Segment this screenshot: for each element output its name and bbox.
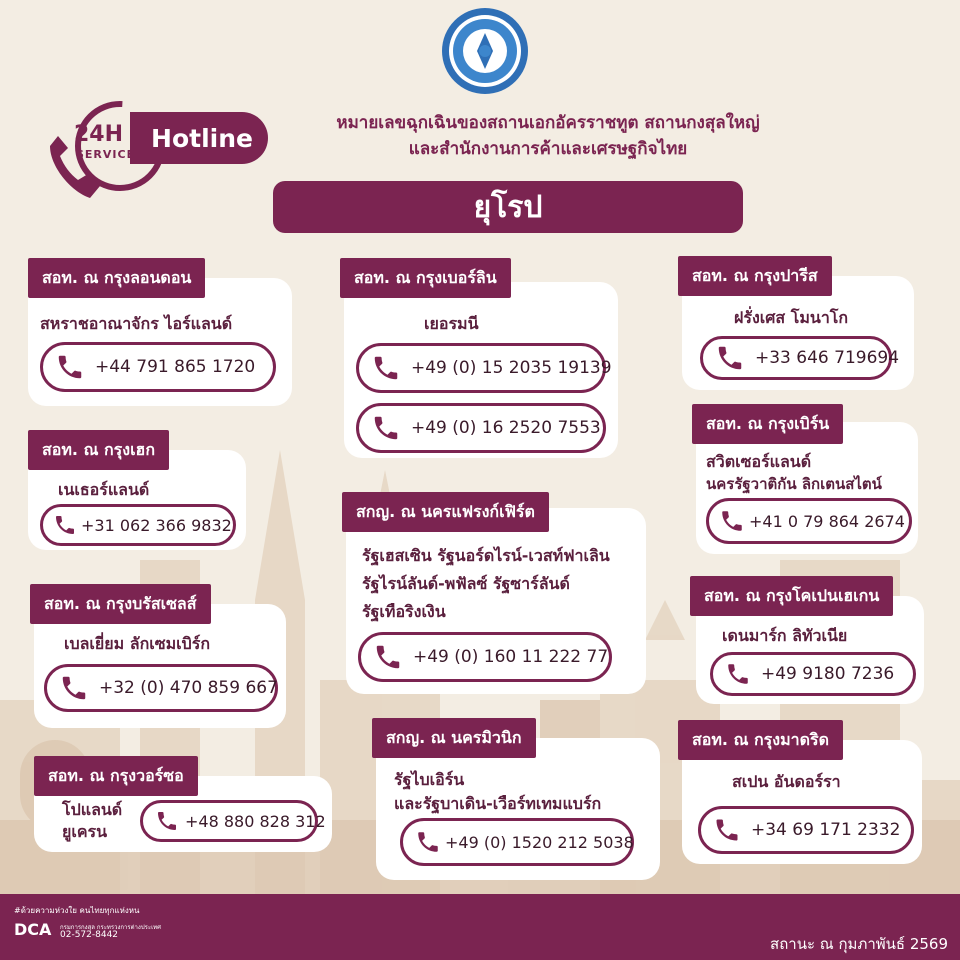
office-country-brussels: เบลเยี่ยม ลักเซมเบิร์ก — [64, 634, 211, 653]
office-tag-bern: สอท. ณ กรุงเบิร์น — [692, 404, 843, 444]
phone-button-paris[interactable] — [700, 336, 900, 380]
phone-number: +49 (0) 160 11 222 77 — [413, 647, 609, 667]
office-tag-madrid: สอท. ณ กรุงมาดริด — [678, 720, 843, 760]
phone-button-copenhagen[interactable] — [710, 652, 916, 696]
phone-icon — [371, 353, 401, 383]
office-country-warsaw-1: โปแลนด์ — [62, 800, 123, 819]
phone-number: +48 880 828 312 — [185, 811, 326, 831]
office-tag-paris: สอท. ณ กรุงปารีส — [678, 256, 832, 296]
office-country-bern-1: สวิตเซอร์แลนด์ — [706, 452, 812, 471]
phone-icon — [53, 513, 77, 537]
phone-icon — [715, 343, 745, 373]
phone-number: +49 9180 7236 — [761, 664, 895, 684]
page-title — [288, 110, 808, 162]
office-tag-brussels: สอท. ณ กรุงบรัสเซลส์ — [30, 584, 211, 624]
phone-button-hague[interactable] — [40, 504, 236, 546]
office-tag-copenhagen: สอท. ณ กรุงโคเปนเฮเกน — [690, 576, 893, 616]
headline-line1: หมายเลขฉุกเฉินของสถานเอกอัครราชทูต สถานกงสุลใหญ่ — [336, 113, 760, 133]
headline-line2: และสำนักงานการค้าและเศรษฐกิจไทย — [408, 139, 688, 159]
office-country-bern-2: นครรัฐวาติกัน ลิกเตนสไตน์ — [706, 475, 882, 493]
footer-tagline: #ด้วยความห่วงใย คนไทยทุกแห่งหน — [14, 906, 140, 915]
office-country-munich-1: รัฐไบเอิร์น — [394, 770, 465, 789]
phone-button-london[interactable] — [40, 342, 276, 392]
phone-icon — [725, 661, 751, 687]
phone-button-brussels[interactable] — [44, 664, 278, 712]
phone-icon — [415, 829, 441, 855]
phone-button-berlin-2[interactable] — [356, 403, 606, 453]
phone-icon — [371, 413, 401, 443]
phone-number: +32 (0) 470 859 667 — [99, 678, 278, 698]
phone-number: +34 69 171 2332 — [751, 820, 901, 840]
phone-icon — [55, 352, 85, 382]
phone-button-bern[interactable] — [706, 498, 912, 544]
office-country-copenhagen: เดนมาร์ก ลิทัวเนีย — [722, 626, 848, 645]
office-country-madrid: สเปน อันดอร์รา — [732, 772, 841, 791]
phone-number: +31 062 366 9832 — [81, 515, 232, 535]
phone-button-berlin-1[interactable] — [356, 343, 612, 393]
office-country-munich-2: และรัฐบาเดิน-เวือร์ทเทมแบร์ก — [394, 794, 602, 813]
hotline-24h: 24H — [74, 122, 124, 147]
phone-button-frankfurt[interactable] — [358, 632, 612, 682]
phone-icon — [155, 809, 179, 833]
office-tag-warsaw: สอท. ณ กรุงวอร์ซอ — [34, 756, 198, 796]
phone-icon — [373, 642, 403, 672]
footer-department: กรมการกงสุล กระทรวงการต่างประเทศ — [60, 924, 161, 931]
phone-number: +49 (0) 16 2520 7553 — [411, 418, 601, 438]
office-tag-london: สอท. ณ กรุงลอนดอน — [28, 258, 205, 298]
office-country-warsaw-2: ยูเครน — [62, 822, 108, 841]
dca-logo: DCA — [14, 920, 52, 939]
office-country-hague: เนเธอร์แลนด์ — [58, 480, 150, 499]
region-title: ยุโรป — [273, 181, 743, 233]
royal-seal-icon — [440, 6, 530, 96]
phone-number: +44 791 865 1720 — [95, 357, 256, 377]
phone-number: +41 0 79 864 2674 — [749, 511, 905, 531]
office-country-frankfurt-1: รัฐเฮสเซิน รัฐนอร์ดไรน์-เวสท์ฟาเลิน — [362, 546, 610, 565]
office-country-paris: ฝรั่งเศส โมนาโก — [734, 308, 849, 327]
phone-icon — [719, 508, 745, 534]
hotline-label: Hotline — [130, 112, 268, 164]
phone-icon — [59, 673, 89, 703]
footer-phone: 02-572-8442 — [60, 930, 119, 940]
office-tag-hague: สอท. ณ กรุงเฮก — [28, 430, 169, 470]
office-tag-berlin: สอท. ณ กรุงเบอร์ลิน — [340, 258, 511, 298]
office-country-london: สหราชอาณาจักร ไอร์แลนด์ — [40, 314, 233, 333]
office-tag-frankfurt: สกญ. ณ นครแฟรงก์เฟิร์ต — [342, 492, 549, 532]
phone-button-madrid[interactable] — [698, 806, 914, 854]
office-country-frankfurt-2: รัฐไรน์ลันด์-พฟัลซ์ รัฐซาร์ลันด์ — [362, 574, 570, 593]
phone-number: +49 (0) 15 2035 19139 — [411, 358, 612, 378]
office-tag-munich: สกญ. ณ นครมิวนิก — [372, 718, 536, 758]
office-country-frankfurt-3: รัฐเทือริงเงิน — [362, 602, 446, 621]
phone-icon — [713, 816, 741, 844]
hotline-service: SERVICE — [76, 148, 136, 161]
phone-number: +49 (0) 1520 212 5038 — [445, 832, 634, 852]
phone-button-munich[interactable] — [400, 818, 634, 866]
office-country-berlin: เยอรมนี — [424, 314, 479, 333]
phone-number: +33 646 719694 — [755, 348, 900, 368]
status-date: สถานะ ณ กุมภาพันธ์ 2569 — [770, 935, 948, 953]
phone-button-warsaw[interactable] — [140, 800, 326, 842]
